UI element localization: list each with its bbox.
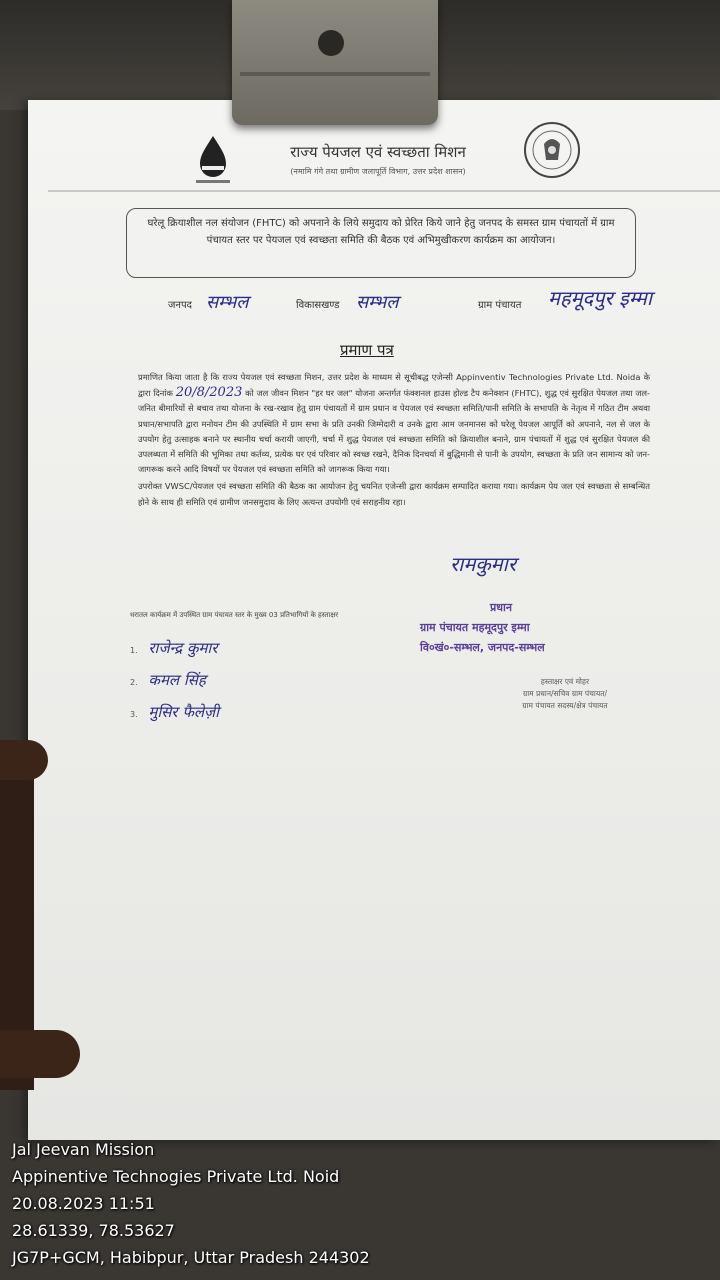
gram-label: ग्राम पंचायत (478, 300, 522, 311)
org-title: राज्य पेयजल एवं स्वच्छता मिशन (290, 143, 466, 161)
participant-row (130, 638, 219, 670)
overlay-mission: Jal Jeevan Mission (12, 1140, 155, 1159)
participant-name: कमल सिंह (148, 671, 206, 689)
overlay-coordinates: 28.61339, 78.53627 (12, 1221, 175, 1240)
body-para1-b: को जल जीवन मिशन "हर घर जल" योजना अन्तर्गत फंक्शनल हाउस होल्ड टैप कनेक्शन (FHTC), शुद्ध एवं सुरक्षित पेयजल तथा जल-जनित बीमारियों से बचाव तथा योजना के रख-रखाव हेतु ग्राम पंचायतों में ग्राम प्रधान व पेयजल एवं स्वच्छता समिति/पानी समिति के सभापति के नेतृत्व में गठित टीम अथवा प्रधान/सभापति द्वारा मनोयन टीम की उपस्थिति में ग्राम सभा के प्रति उनकी जिम्मेदारी व उनके द्वारा आम जनमानस को घरेलू पेयजल आपूर्ति को अपनाने, नल से जल के उपयोग हेतु उत्साहक बनाने पर स्थानीय चर्चा करायी जाएगी, चर्चा में शुद्ध पेयजल एवं स्वच्छता समिति को क्रियाशील बनाने, ग्राम पंचायतों में शुद्ध एवं सुरक्षित पेयजल की उपलब्धता में समिति की भूमिका तथा कर्तव्य, प्रत्येक घर एवं परिवार को स्वच्छ रखने, दैनिक दिनचर्या में बुद्धिमानी से पानी के उपयोग, स्वच्छता के प्रति जन सामान्य को जन-जागरूक करने आदि विषयों पर पेयजल एवं स्वच्छता समिति को जागरूक किया गया। (138, 388, 651, 475)
government-emblem-icon (522, 120, 582, 180)
overlay-agency: Appinentive Technogies Private Ltd. Noid (12, 1167, 340, 1186)
holding-finger-bottom (0, 1030, 80, 1078)
water-drop-logo-icon (190, 132, 236, 188)
participant-row (130, 702, 219, 734)
participant-name: राजेन्द्र कुमार (148, 639, 218, 657)
body-paragraph-1 (138, 370, 650, 477)
certificate-title: प्रमाण पत्र (340, 341, 394, 359)
signer-block (470, 676, 660, 712)
notice-box: घरेलू क्रियाशील नल संयोजन (FHTC) को अपनाने के लिये समुदाय को प्रेरित किये जाने हेतु जनपद के समस्त ग्राम पंचायतों में ग्राम पंचायत स्तर पर पेयजल एवं स्वच्छता समिति की बैठक एवं अभिमुखीकरण कार्यक्रम का आयोजन। (126, 208, 636, 278)
holding-finger-top (0, 740, 48, 780)
overlay-datetime: 20.08.2023 11:51 (12, 1194, 155, 1213)
clip-ridge (240, 72, 430, 76)
geotag-overlay (12, 1136, 370, 1271)
signer-line-2: ग्राम प्रधान/सचिव ग्राम पंचायत/ (522, 689, 608, 698)
overlay-address: JG7P+GCM, Habibpur, Uttar Pradesh 244302 (12, 1248, 370, 1267)
participant-number: 1. (130, 646, 138, 655)
participants-note: धरातल कार्यक्रम में उपस्थित ग्राम पंचायत स्तर के मुख्य 03 प्रतिभागियों के हस्ताक्षर (130, 611, 339, 619)
janpad-value: सम्भल (206, 292, 249, 313)
certificate-body (138, 370, 650, 512)
block-value: सम्भल (356, 292, 399, 313)
date-handwritten: 20/8/2023 (175, 385, 243, 401)
participant-number: 2. (130, 678, 138, 687)
clip-hole (318, 30, 344, 56)
signer-line-1: हस्ताक्षर एवं मोहर (540, 677, 590, 686)
participant-row (130, 670, 219, 702)
pradhan-signature: रामकुमार (450, 552, 516, 576)
signer-line-3: ग्राम पंचायत सदस्य/क्षेत्र पंचायत (522, 701, 608, 710)
organization-header (258, 142, 498, 177)
janpad-label: जनपद (168, 300, 192, 311)
pradhan-stamp (420, 598, 650, 658)
stamp-line-1: प्रधान (490, 601, 512, 614)
clipboard-clip (232, 0, 438, 125)
body-paragraph-2: उपरोक्त VWSC/पेयजल एवं स्वच्छता समिति की बैठक का आयोजन हेतु चयनित एजेन्सी द्वारा कार्यक्रम सम्पादित कराया गया। कार्यक्रम पेय जल एवं स्वच्छता से सम्बन्धित होने के साथ ही समिति एवं ग्रामीण जनसमुदाय के लिए अत्यन्त उपयोगी एवं सराहनीय रहा। (138, 481, 650, 507)
participant-number: 3. (130, 710, 138, 719)
stamp-line-3: वि०खं०-सम्भल, जनपद-सम्भल (420, 641, 545, 654)
participant-list (130, 638, 219, 734)
stamp-line-2: ग्राम पंचायत महमूदपुर इम्मा (420, 621, 530, 634)
org-subtitle: (नमामि गंगे तथा ग्रामीण जलापूर्ति विभाग, उत्तर प्रदेश शासन) (290, 167, 466, 176)
body-para1-a: प्रमाणित किया जाता है कि राज्य पेयजल एवं स्वच्छता मिशन, उत्तर प्रदेश के माध्यम से सूचीबद्ध एजेन्सी Appinventiv Technologies Private Ltd. Noida के द्वारा दिनांक (138, 372, 650, 399)
header-rule (48, 190, 720, 192)
block-label: विकासखण्ड (296, 300, 340, 311)
gram-value: महमूदपुर इम्मा (548, 286, 652, 310)
participant-name: मुसिर फैलेज़ी (148, 703, 220, 721)
